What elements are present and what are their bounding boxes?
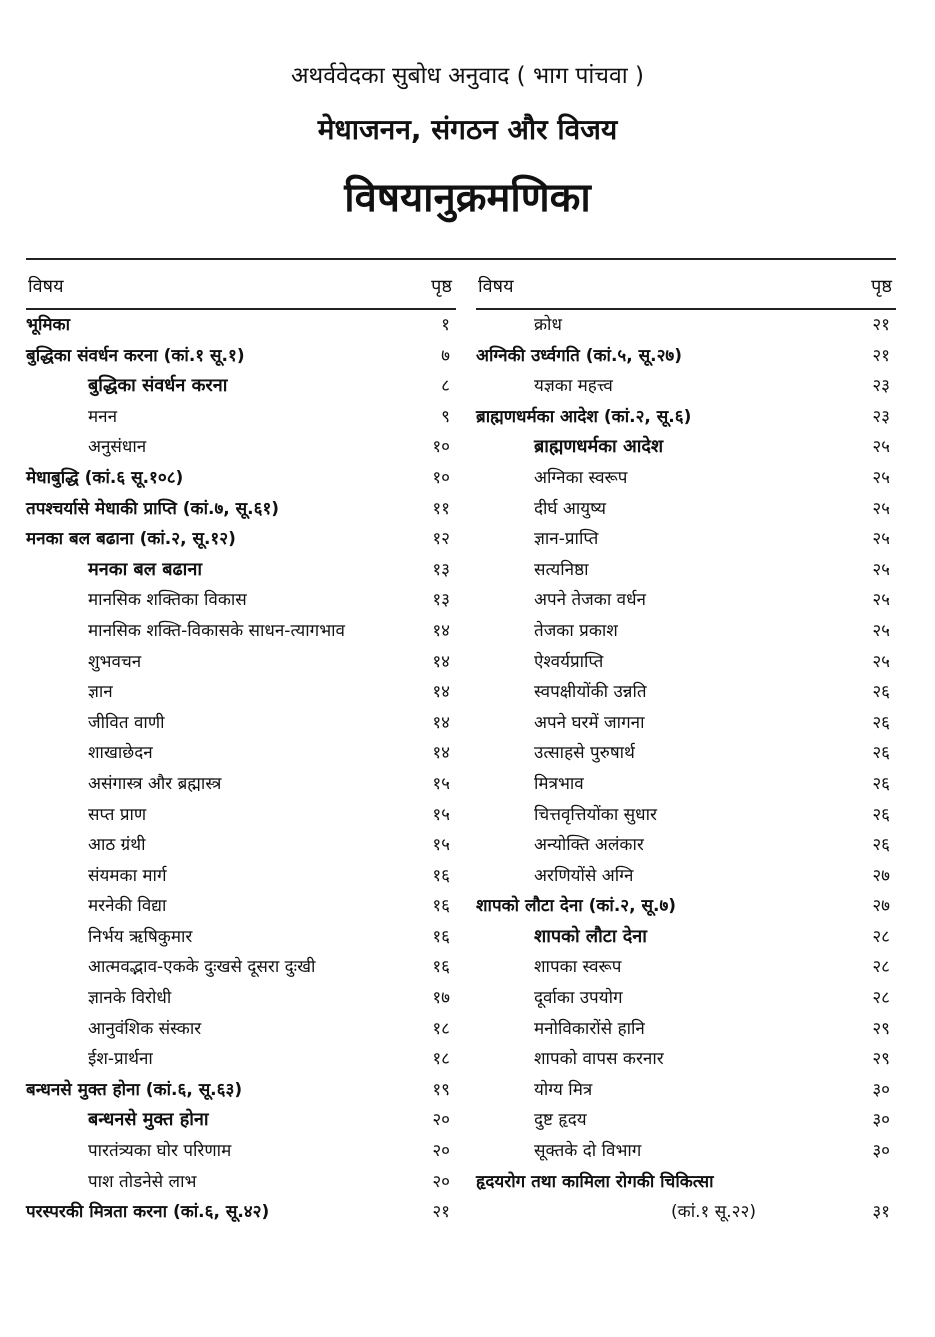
series-title: अथर्ववेदका सुबोध अनुवाद ( भाग पांचवा ) [290,63,644,89]
entry-title: दुष्ट हृदय [534,1110,587,1131]
entry-title: असंगास्त्र और ब्रह्मास्त्र [88,773,222,794]
toc-entry [476,341,896,372]
toc-entry [26,1014,456,1045]
entry-title: अन्योक्ति अलंकार [534,835,644,856]
entry-title: मरनेकी विद्या [88,896,167,917]
entry-page-number: १८ [432,1049,450,1070]
entry-page-number: १० [432,467,450,488]
page-heading: पृष्ठ [431,276,452,297]
entry-page-number: २६ [872,682,890,703]
entry-page-number: २८ [872,988,890,1009]
entry-page-number: ११ [432,498,450,519]
entry-title: भूमिका [26,315,70,335]
toc-entry [476,494,896,525]
entry-page-number: १६ [432,865,450,886]
entry-page-number: २५ [872,498,890,519]
entry-page-number: २३ [872,406,890,427]
toc-entry [476,1044,896,1075]
toc-entry [26,647,456,678]
entry-page-number: २३ [872,376,890,397]
toc-entry [476,922,896,953]
toc-entry [26,708,456,739]
entry-page-number: २६ [872,712,890,733]
entry-page-number: १७ [432,988,450,1009]
entry-title: अपने घरमें जागना [534,712,645,733]
toc-entry [26,861,456,892]
entry-page-number: २६ [872,743,890,764]
entry-page-number: २५ [872,437,890,458]
entry-page-number: १६ [432,896,450,917]
entry-title: अपने तेजका वर्धन [534,590,646,611]
entry-page-number: २६ [872,804,890,825]
entry-title: बुद्धिका संवर्धन करना [88,375,228,397]
toc-list [26,310,456,1228]
entry-page-number: १५ [432,835,450,856]
entry-title: चित्तवृत्तियोंका सुधार [534,804,657,825]
entry-title: अरणियोंसे अग्नि [534,865,634,886]
toc-entry [476,585,896,616]
toc-entry [26,585,456,616]
toc-entry [26,891,456,922]
entry-page-number: २८ [872,926,890,947]
toc-entry [476,1075,896,1106]
entry-page-number: १५ [432,804,450,825]
entry-title: शापको वापस करनार [534,1049,664,1070]
entry-title: पाश तोडनेसे लाभ [88,1171,197,1192]
entry-title: बन्धनसे मुक्त होना (कां.६, सू.६३) [26,1079,243,1100]
entry-title: अनुसंधान [88,437,147,458]
entry-title: शापका स्वरूप [534,957,622,978]
entry-title: आठ ग्रंथी [88,835,146,856]
entry-title: सत्यनिष्ठा [534,559,589,580]
entry-page-number: २८ [872,957,890,978]
entry-page-number: १४ [432,620,450,641]
entry-title: तपश्चर्यासे मेधाकी प्राप्ति (कां.७, सू.६१) [26,498,280,519]
entry-page-number: १४ [432,651,450,672]
toc-entry [476,647,896,678]
entry-page-number: २५ [872,559,890,580]
toc-entry [26,402,456,433]
entry-title: ज्ञान-प्राप्ति [534,529,599,550]
entry-title: ज्ञानके विरोधी [88,988,172,1009]
volume-subject: मेधाजनन, संगठन और विजय [317,113,618,146]
toc-entry [26,371,456,402]
entry-page-number: ७ [441,345,450,366]
toc-entry [476,402,896,433]
entry-title: दूर्वाका उपयोग [534,988,623,1009]
entry-page-number: २५ [872,620,890,641]
entry-page-number: १४ [432,712,450,733]
entry-title: मनन [88,406,118,427]
toc-entry [476,891,896,922]
entry-page-number: १० [432,437,450,458]
toc-entry [26,1105,456,1136]
entry-title: ऐश्वर्यप्राप्ति [534,651,604,672]
entry-title: निर्भय ऋषिकुमार [88,926,193,947]
toc-entry [476,432,896,463]
entry-page-number: २० [432,1110,450,1131]
toc-entry [26,1075,456,1106]
toc-title: विषयानुक्रमणिका [344,175,591,221]
toc-entry [26,1167,456,1198]
entry-page-number: १९ [432,1079,450,1100]
toc-entry [476,983,896,1014]
toc-entry [476,800,896,831]
entry-title: मनोविकारोंसे हानि [534,1018,645,1039]
toc-entry [476,952,896,983]
toc-entry [26,310,456,341]
toc-column-right [476,268,896,1228]
toc-entry [476,830,896,861]
entry-title: जीवित वाणी [88,712,165,733]
toc-entry [476,1105,896,1136]
entry-title: तेजका प्रकाश [534,620,618,641]
entry-page-number: १६ [432,957,450,978]
page-heading: पृष्ठ [871,276,892,297]
entry-page-number: २७ [872,896,890,917]
entry-page-number: २१ [432,1202,450,1223]
entry-title: परस्परकी मित्रता करना (कां.६, सू.४२) [26,1202,270,1223]
toc-entry [26,524,456,555]
toc-entry [26,983,456,1014]
toc-entry [26,830,456,861]
column-header [476,268,896,310]
toc-entry [476,769,896,800]
entry-page-number: ३० [872,1141,890,1162]
entry-page-number: २५ [872,529,890,550]
toc-entry [26,1044,456,1075]
entry-title: आनुवंशिक संस्कार [88,1018,202,1039]
toc-entry [26,341,456,372]
toc-entry [26,1136,456,1167]
top-rule [26,258,896,260]
entry-page-number: १२ [432,529,450,550]
entry-title: आत्मवद्भाव-एकके दुःखसे दूसरा दुःखी [88,957,316,978]
entry-page-number: १३ [432,590,450,611]
entry-title: संयमका मार्ग [88,865,167,886]
entry-page-number: १४ [432,743,450,764]
entry-title: उत्साहसे पुरुषार्थ [534,743,635,764]
entry-title: योग्य मित्र [534,1079,593,1100]
entry-title: अग्निका स्वरूप [534,467,628,488]
entry-page-number: २६ [872,773,890,794]
entry-page-number: १५ [432,773,450,794]
entry-page-number: १६ [432,926,450,947]
entry-title: शापको लौटा देना (कां.२, सू.७) [476,896,677,917]
toc-entry [476,524,896,555]
toc-entry [476,371,896,402]
toc-entry [476,310,896,341]
toc-entry [26,555,456,586]
entry-title: बन्धनसे मुक्त होना [88,1109,209,1131]
entry-page-number: ८ [441,376,450,397]
toc-entry [476,708,896,739]
entry-title: शुभवचन [88,651,142,672]
entry-page-number: २५ [872,651,890,672]
toc-entry [476,738,896,769]
entry-page-number: २१ [872,345,890,366]
toc-entry [26,432,456,463]
entry-page-number: ३० [872,1110,890,1131]
entry-title: शापको लौटा देना [534,925,647,947]
entry-page-number: २० [432,1171,450,1192]
entry-title: हृदयरोग तथा कामिला रोगकी चिकित्सा [476,1171,714,1192]
entry-page-number: २६ [872,835,890,856]
toc-entry [476,861,896,892]
entry-title: ज्ञान [88,682,113,703]
entry-page-number: ३१ [872,1202,890,1223]
entry-title: मेधाबुद्धि (कां.६ सू.१०८) [26,467,184,488]
toc-entry [476,1167,896,1198]
toc-entry [26,463,456,494]
entry-title: मानसिक शक्तिका विकास [88,590,247,611]
toc-entry [26,738,456,769]
toc-entry [26,677,456,708]
entry-title: दीर्घ आयुष्य [534,498,607,519]
entry-title: क्रोध [534,315,562,335]
entry-page-number: २९ [872,1049,890,1070]
toc-entry [26,494,456,525]
entry-page-number: ९ [441,406,450,427]
toc-entry [476,1136,896,1167]
toc-entry [26,769,456,800]
entry-page-number: ३० [872,1079,890,1100]
entry-page-number: २० [432,1141,450,1162]
toc-column-left [26,268,456,1228]
entry-page-number: २९ [872,1018,890,1039]
subject-heading: विषय [28,276,64,297]
entry-title: ब्राह्मणधर्मका आदेश (कां.२, सू.६) [476,406,692,427]
toc-entry [476,1197,896,1228]
toc-entry [476,555,896,586]
entry-title: मनका बल बढाना [88,558,202,580]
entry-page-number: १ [441,315,450,335]
entry-page-number: २५ [872,467,890,488]
entry-title: ईश-प्रार्थना [88,1049,153,1070]
entry-page-number: २५ [872,590,890,611]
toc-entry [476,1014,896,1045]
entry-title: मित्रभाव [534,773,584,794]
entry-title: (कां.१ सू.२२) [671,1202,756,1223]
entry-title: सप्त प्राण [88,804,147,825]
entry-page-number: २१ [872,315,890,335]
toc-list [476,310,896,1228]
entry-page-number: १४ [432,682,450,703]
toc-entry [26,952,456,983]
entry-page-number: १३ [432,559,450,580]
entry-page-number: २७ [872,865,890,886]
subject-heading: विषय [478,276,514,297]
entry-title: मानसिक शक्ति-विकासके साधन-त्यागभाव [88,620,346,641]
entry-title: बुद्धिका संवर्धन करना (कां.१ सू.१) [26,345,245,366]
entry-title: ब्राह्मणधर्मका आदेश [534,436,664,458]
toc-entry [26,800,456,831]
entry-title: पारतंत्र्यका घोर परिणाम [88,1141,232,1162]
entry-title: अग्निकी उर्ध्वगति (कां.५, सू.२७) [476,345,683,366]
entry-title: मनका बल बढाना (कां.२, सू.१२) [26,529,236,550]
entry-title: स्वपक्षीयोंकी उन्नति [534,682,647,703]
toc-entry [476,677,896,708]
toc-entry [476,616,896,647]
entry-title: यज्ञका महत्त्व [534,376,613,397]
toc-entry [476,463,896,494]
entry-page-number: १८ [432,1018,450,1039]
toc-entry [26,616,456,647]
entry-title: सूक्तके दो विभाग [534,1141,642,1162]
entry-title: शाखाछेदन [88,743,153,764]
column-header [26,268,456,310]
toc-entry [26,922,456,953]
toc-entry [26,1197,456,1228]
